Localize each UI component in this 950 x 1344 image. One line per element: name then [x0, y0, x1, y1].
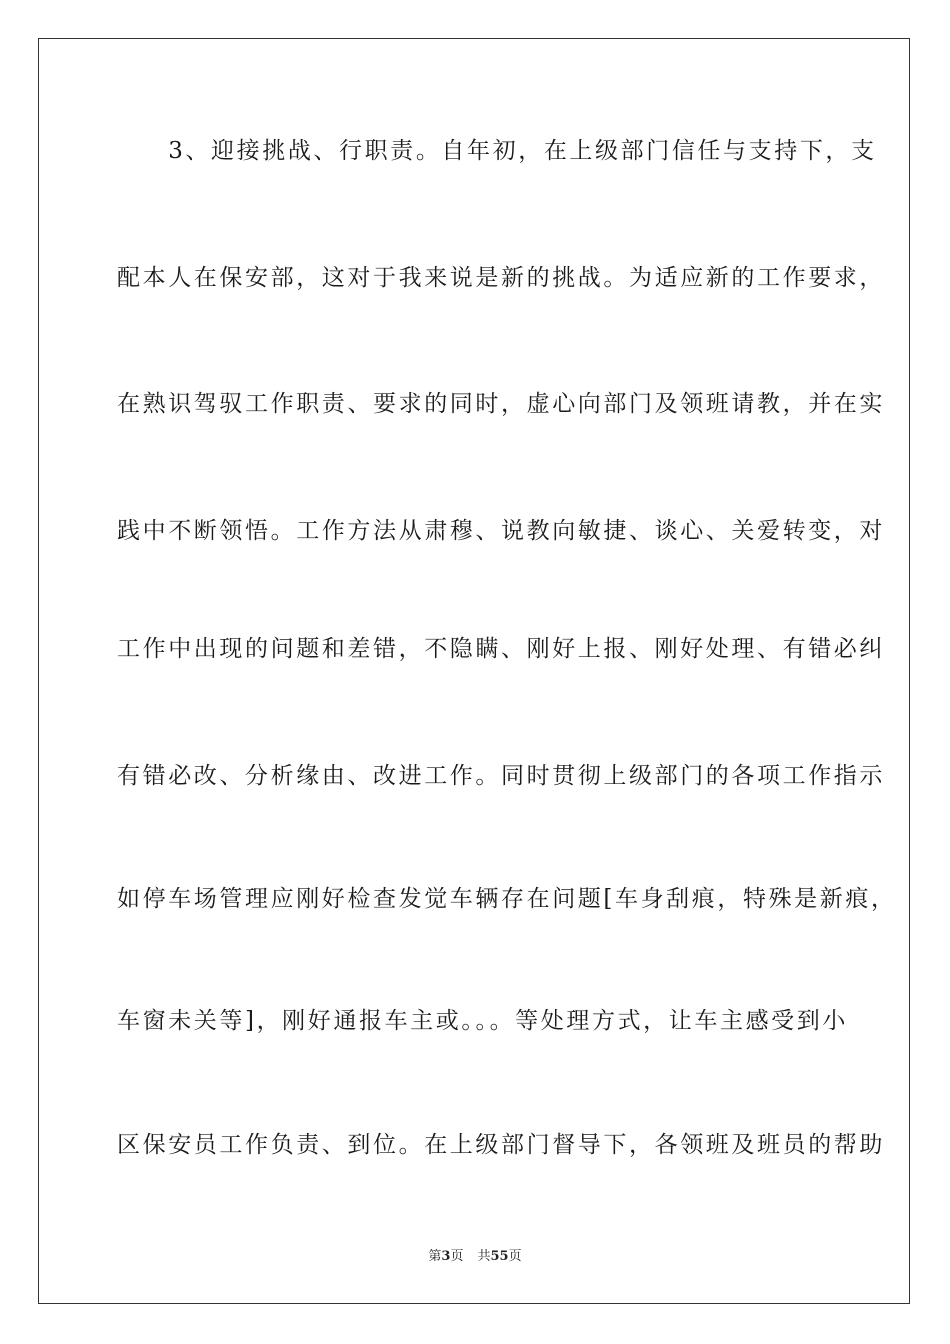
body-line-4: 践中不断领悟。工作方法从肃穆、说教向敏捷、谈心、关爱转变，对: [117, 518, 885, 544]
body-line-2: 配本人在保安部，这对于我来说是新的挑战。为适应新的工作要求，: [117, 265, 885, 291]
total-pages: 55: [490, 1249, 509, 1264]
total-label-suffix: 页: [508, 1249, 522, 1264]
body-line-7: 如停车场管理应刚好检查发觉车辆存在问题[车身刮痕，特殊是新痕，: [117, 886, 897, 912]
page-border: [38, 38, 910, 1304]
page-label-suffix: 页: [450, 1249, 464, 1264]
page-number: 3: [441, 1249, 451, 1264]
body-line-5: 工作中出现的问题和差错，不隐瞒、刚好上报、刚好处理、有错必纠: [117, 636, 885, 662]
body-line-9: 区保安员工作负责、到位。在上级部门督导下，各领班及班员的帮助: [117, 1132, 885, 1158]
body-line-8: 车窗未关等]，刚好通报车主或。。。等处理方式，让车主感受到小: [117, 1008, 848, 1034]
body-line-1: 3、迎接挑战、行职责。自年初，在上级部门信任与支持下，支: [117, 138, 877, 164]
body-line-6: 有错必改、分析缘由、改进工作。同时贯彻上级部门的各项工作指示: [117, 763, 885, 789]
page-footer: [0, 1248, 950, 1266]
total-label-prefix: 共: [477, 1249, 491, 1264]
body-line-3: 在熟识驾驭工作职责、要求的同时，虚心向部门及领班请教，并在实: [117, 391, 885, 417]
page-label-prefix: 第: [428, 1249, 442, 1264]
